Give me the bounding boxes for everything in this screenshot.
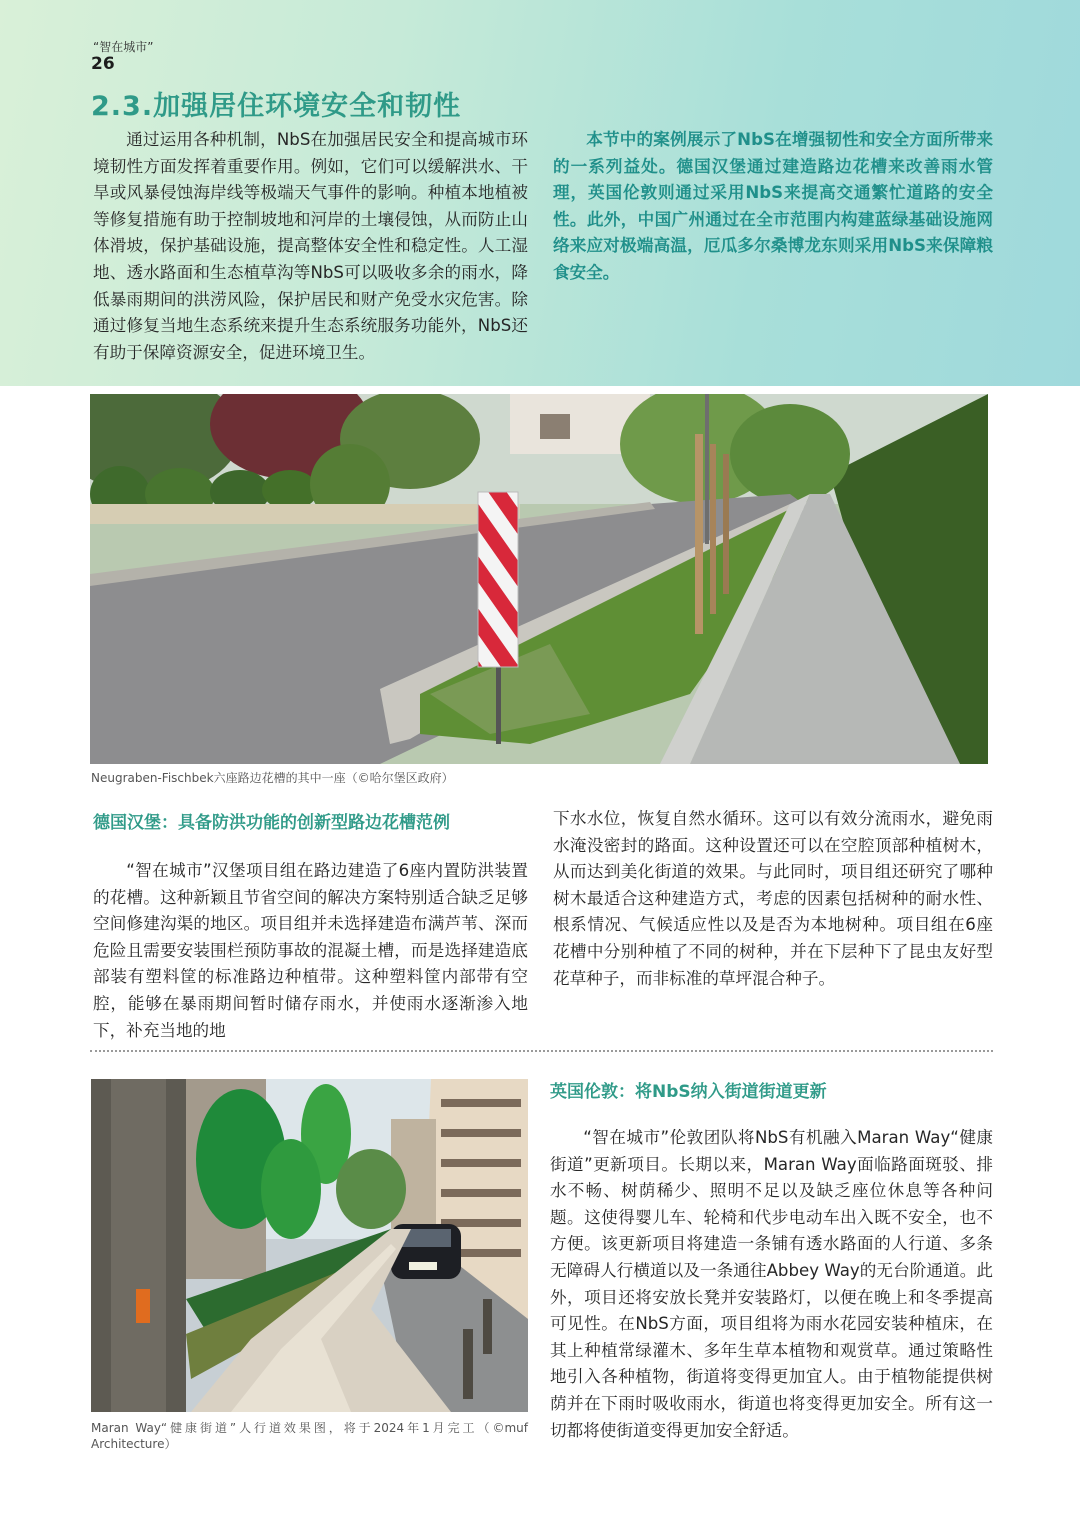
photo1-caption: Neugraben-Fischbek六座路边花槽的其中一座（©哈尔堡区政府） — [91, 771, 454, 785]
case2-body: “智在城市”伦敦团队将NbS有机融入Maran Way“健康街道”更新项目。长期以来，Maran Way面临路面斑驳、排水不畅、树荫稀少、照明不足以及缺乏座位休息等各种问题。这使得婴儿车、轮椅和代步电动车出入既不安全，也不方便。该更新项目将建造一条铺有透水路面的人行道、多条无障碍人行横道以及一条通往Abbey Way的无台阶通道。此外，项目还将安放长凳并安装路灯，以便在晚上和冬季提高可见性。在NbS方面，项目组将为雨水花园安装种植床，在其上种植常绿灌木、多年生草本植物和观赏草。通过策略性地引入各种植物，街道将变得更加宜人。由于植物能提供树荫并在下雨时吸收雨水，街道也将变得更加安全。所有这一切都将使街道变得更加安全舒适。 — [550, 1128, 993, 1440]
intro-highlight: 本节中的案例展示了NbS在增强韧性和安全方面所带来的一系列益处。德国汉堡通过建造路边花槽来改善雨水管理，英国伦敦则通过采用NbS来提高交通繁忙道路的安全性。此外，中国广州通过在全市范围内构建蓝绿基础设施网络来应对极端高温，厄瓜多尔桑博龙东则采用NbS来保障粮食安全。 — [553, 130, 993, 282]
section-title: 2.3.加强居住环境安全和韧性 — [91, 91, 462, 122]
case1-title: 德国汉堡：具备防洪功能的创新型路边花槽范例 — [93, 813, 450, 833]
section-divider — [90, 1050, 993, 1052]
case2-title: 英国伦敦：将NbS纳入街道街道更新 — [550, 1082, 827, 1102]
case1-body-col1: “智在城市”汉堡项目组在路边建造了6座内置防洪装置的花槽。这种新颖且节省空间的解决方案特别适合缺乏足够空间修建沟渠的地区。项目组并未选择建造布满芦苇、深而危险且需要安装围栏预防事故的混凝土槽，而是选择建造底部装有塑料筐的标准路边种植带。这种塑料筐内部带有空腔，能够在暴雨期间暂时储存雨水，并使雨水逐渐渗入地下，补充当地的地 — [93, 861, 528, 1040]
page-number: 26 — [91, 54, 115, 74]
photo2-caption: Maran Way“健康街道”人行道效果图，将于2024年1月完工（©muf Architecture） — [91, 1421, 528, 1451]
maran-way-photo — [91, 1079, 528, 1412]
running-title: “智在城市” — [93, 40, 154, 54]
hamburg-planter-photo — [90, 394, 988, 764]
case1-body-col2: 下水水位，恢复自然水循环。这可以有效分流雨水，避免雨水淹没密封的路面。这种设置还可以在空腔顶部种植树木，从而达到美化街道的效果。与此同时，项目组还研究了哪种树木最适合这种建造方式，考虑的因素包括树种的耐水性、根系情况、气候适应性以及是否为本地树种。项目组在6座花槽中分别种植了不同的树种，并在下层种下了昆虫友好型花草种子，而非标准的草坪混合种子。 — [553, 809, 993, 988]
maran-way-illustration — [91, 1079, 528, 1412]
hamburg-planter-illustration — [90, 394, 988, 764]
intro-paragraph: 通过运用各种机制，NbS在加强居民安全和提高城市环境韧性方面发挥着重要作用。例如，它们可以缓解洪水、干旱或风暴侵蚀海岸线等极端天气事件的影响。种植本地植被等修复措施有助于控制坡地和河岸的土壤侵蚀，从而防止山体滑坡，保护基础设施，提高整体安全性和稳定性。人工湿地、透水路面和生态植草沟等NbS可以吸收多余的雨水，降低暴雨期间的洪涝风险，保护居民和财产免受水灾危害。除通过修复当地生态系统来提升生态系统服务功能外，NbS还有助于保障资源安全，促进环境卫生。 — [93, 130, 528, 362]
